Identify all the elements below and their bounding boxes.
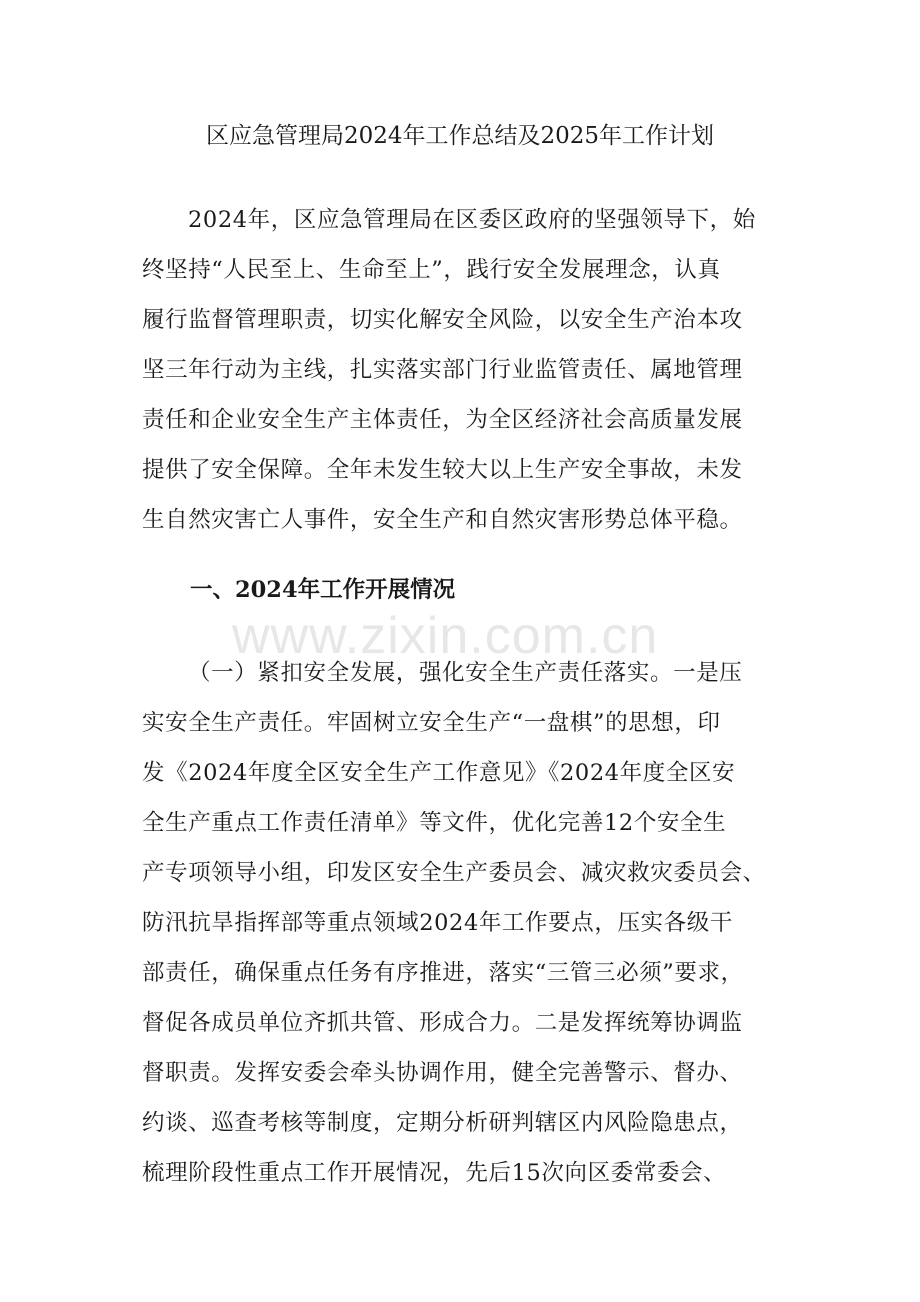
body-line: （一）紧扣安全发展，强化安全生产责任落实。一是压 [188,660,743,686]
body-line: 部责任，确保重点任务有序推进，落实“三管三必须”要求， [142,960,744,986]
body-line: 实安全生产责任。牢固树立安全生产“一盘棋”的思想，印 [142,710,721,736]
intro-line: 责任和企业安全生产主体责任，为全区经济社会高质量发展 [142,407,743,433]
body-line: 全生产重点工作责任清单》等文件，优化完善12个安全生 [142,810,727,836]
body-line: 督促各成员单位齐抓共管、形成合力。二是发挥统筹协调监 [142,1010,743,1036]
body-line: 产专项领导小组，印发区安全生产委员会、减灾救灾委员会、 [142,860,766,886]
body-line: 防汛抗旱指挥部等重点领域2024年工作要点，压实各级干 [142,910,733,936]
document-title: 区应急管理局2024年工作总结及2025年工作计划 [205,123,715,149]
intro-line: 生自然灾害亡人事件，安全生产和自然灾害形势总体平稳。 [142,507,743,533]
intro-line: 提供了安全保障。全年未发生较大以上生产安全事故，未发 [142,457,743,483]
body-line: 督职责。发挥安委会牵头协调作用，健全完善警示、督办、 [142,1060,743,1086]
body-line: 发《2024年度全区安全生产工作意见》《2024年度全区安 [142,760,736,786]
watermark: www.zixin.com.cn [232,607,659,665]
intro-line: 2024年，区应急管理局在区委区政府的坚强领导下，始 [188,207,756,233]
intro-line: 坚三年行动为主线，扎实落实部门行业监管责任、属地管理 [142,357,743,383]
intro-line: 终坚持“人民至上、生命至上”，践行安全发展理念，认真 [142,257,721,283]
body-line: 约谈、巡查考核等制度，定期分析研判辖区内风险隐患点， [142,1110,743,1136]
body-line: 梳理阶段性重点工作开展情况，先后15次向区委常委会、 [142,1160,727,1186]
intro-line: 履行监督管理职责，切实化解安全风险，以安全生产治本攻 [142,307,743,333]
section-heading: 一、2024年工作开展情况 [190,577,456,603]
